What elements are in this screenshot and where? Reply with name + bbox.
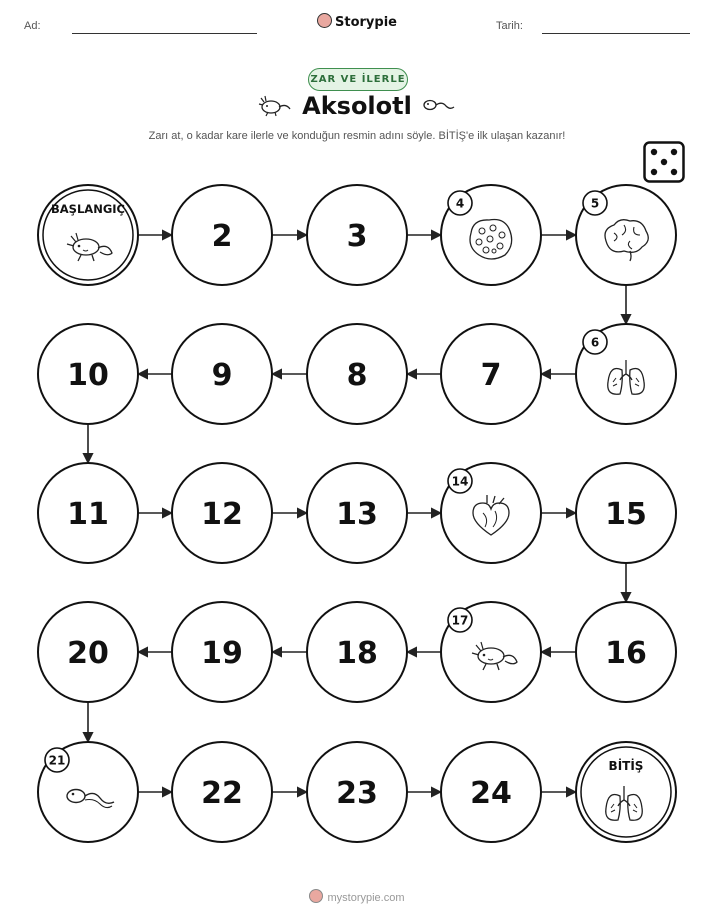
bear-icon — [309, 889, 323, 903]
square-number: 24 — [470, 776, 512, 811]
square-number: 15 — [605, 497, 647, 532]
date-label: Tarih: — [496, 20, 523, 32]
square-number: 10 — [67, 358, 109, 393]
square-number-badge: 14 — [451, 474, 469, 489]
square-number-badge: 21 — [48, 753, 66, 768]
board-square-23 — [307, 742, 407, 842]
board-square-25 — [576, 742, 676, 842]
start-label: BAŞLANGIÇ — [51, 202, 125, 216]
board-square-3 — [307, 185, 407, 285]
board-square-9 — [172, 324, 272, 424]
page-title: Aksolotl — [302, 92, 412, 120]
square-number: 13 — [336, 497, 378, 532]
board-square-14 — [441, 463, 541, 563]
square-number: 12 — [201, 497, 243, 532]
square-number: 22 — [201, 776, 243, 811]
board-square-10 — [38, 324, 138, 424]
square-number: 7 — [480, 358, 502, 393]
square-number: 16 — [605, 636, 647, 671]
board-square-13 — [307, 463, 407, 563]
board-square-12 — [172, 463, 272, 563]
square-number: 8 — [346, 358, 368, 393]
square-number-badge: 4 — [455, 196, 465, 211]
activity-badge: ZAR VE İLERLE — [308, 68, 408, 91]
board-square-7 — [441, 324, 541, 424]
square-number: 23 — [336, 776, 378, 811]
board-square-5 — [576, 185, 676, 285]
board-square-11 — [38, 463, 138, 563]
board-square-21 — [38, 742, 138, 842]
board-square-24 — [441, 742, 541, 842]
square-number: 9 — [211, 358, 233, 393]
square-number: 2 — [211, 219, 233, 254]
board-square-20 — [38, 602, 138, 702]
finish-label: BİTİŞ — [608, 759, 644, 773]
footer — [0, 889, 714, 904]
footer-url: mystorypie.com — [327, 892, 405, 904]
instructions: Zarı at, o kadar kare ilerle ve konduğun resmin adını söyle. BİTİŞ'e ilk ulaşan kazanır! — [148, 130, 566, 142]
square-number: 3 — [346, 219, 368, 254]
square-number-badge: 6 — [590, 335, 600, 350]
square-number: 11 — [67, 497, 109, 532]
board-square-15 — [576, 463, 676, 563]
board-square-8 — [307, 324, 407, 424]
brand-name: Storypie — [335, 15, 397, 30]
board-square-6 — [576, 324, 676, 424]
square-number: 18 — [336, 636, 378, 671]
square-number-badge: 5 — [590, 196, 600, 211]
board-square-4 — [441, 185, 541, 285]
board-square-17 — [441, 602, 541, 702]
board-square-2 — [172, 185, 272, 285]
square-number-badge: 17 — [451, 613, 469, 628]
name-label: Ad: — [24, 20, 41, 32]
square-number: 19 — [201, 636, 243, 671]
board-square-18 — [307, 602, 407, 702]
board-square-19 — [172, 602, 272, 702]
board-square-22 — [172, 742, 272, 842]
board-square-1 — [38, 185, 138, 285]
square-number: 20 — [67, 636, 109, 671]
board-square-16 — [576, 602, 676, 702]
